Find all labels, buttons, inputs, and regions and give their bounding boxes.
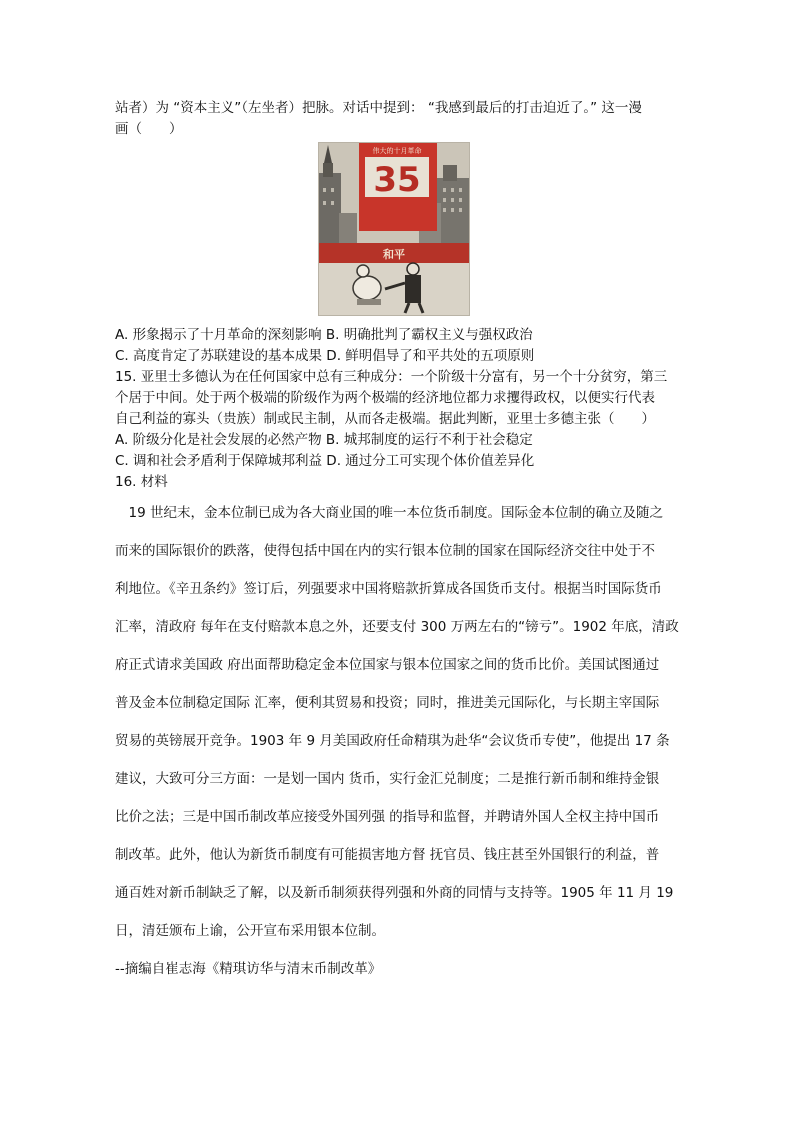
q15-options-line-2: C. 调和社会矛盾利于保障城邦利益 D. 通过分工可实现个体价值差异化 [115,453,535,469]
q16-para-line-11: 通百姓对新币制缺乏了解，以及新币制须获得列强和外商的同情与支持等。1905 年 11 月 19 [115,885,674,901]
cartoon-banner-text: 伟大的十月革命 [372,147,422,155]
q16-para-line-1: 19 世纪末，金本位制已成为各大商业国的唯一本位货币制度。国际金本位制的确立及随之 [115,505,663,521]
question-intro-line-1: 站者）为 “资本主义”（左坐者）把脉。对话中提到： “我感到最后的打击迫近了。” 这一漫 [115,100,642,116]
q14-options-line-2: C. 高度肯定了苏联建设的基本成果 D. 鲜明倡导了和平共处的五项原则 [115,348,535,364]
q16-para-line-8: 建议，大致可分三方面：一是划一国内 货币，实行金汇兑制度；二是推行新币制和维持金银 [115,771,660,787]
cartoon-illustration [319,143,469,315]
q16-para-line-5: 府正式请求美国政 府出面帮助稳定金本位国家与银本位国家之间的货币比价。美国试图通过 [115,657,660,673]
q15-stem-line-2: 个居于中间。处于两个极端的阶级作为两个极端的经济地位都力求攫得政权，以便实行代表 [115,390,655,406]
cartoon-number: 35 [373,160,421,200]
q16-para-line-12: 日，清廷颁布上谕，公开宣布采用银本位制。 [115,923,385,939]
q15-stem-line-1: 15. 亚里士多德认为在任何国家中总有三种成分：一个阶级十分富有，另一个十分贫穷，第三 [115,369,668,385]
q16-para-line-2: 而来的国际银价的跌落，使得包括中国在内的实行银本位制的国家在国际经济交往中处于不 [115,543,655,559]
q16-para-line-3: 利地位。《辛丑条约》签订后，列强要求中国将赔款折算成各国货币支付。根据当时国际货币 [115,581,662,597]
q15-stem-line-3: 自己利益的寡头（贵族）制或民主制，从而各走极端。据此判断，亚里士多德主张（ ） [115,411,655,427]
question-intro-line-2: 画（ ） [115,121,183,137]
q16-source: --摘编自崔志海《精琪访华与清末币制改革》 [115,961,382,977]
q16-heading: 16. 材料 [115,474,168,490]
cartoon-image [318,142,470,316]
q16-para-line-6: 普及金本位制稳定国际 汇率，便利其贸易和投资；同时，推进美元国际化，与长期主宰国际 [115,695,660,711]
q14-options-line-1: A. 形象揭示了十月革命的深刻影响 B. 明确批判了霸权主义与强权政治 [115,327,533,343]
q16-para-line-4: 汇率，清政府 每年在支付赔款本息之外，还要支付 300 万两左右的“镑亏”。1902 年底，清政 [115,619,679,635]
q16-para-line-10: 制改革。此外，他认为新货币制度有可能损害地方督 抚官员、钱庄甚至外国银行的利益，普 [115,847,660,863]
q16-para-line-7: 贸易的英镑展开竞争。1903 年 9 月美国政府任命精琪为赴华“会议货币专使”，他提出 17 条 [115,733,670,749]
q16-para-line-9: 比价之法；三是中国币制改革应接受外国列强 的指导和监督，并聘请外国人全权主持中国币 [115,809,660,825]
q15-options-line-1: A. 阶级分化是社会发展的必然产物 B. 城邦制度的运行不利于社会稳定 [115,432,533,448]
cartoon-slogan: 和平 [383,248,405,261]
